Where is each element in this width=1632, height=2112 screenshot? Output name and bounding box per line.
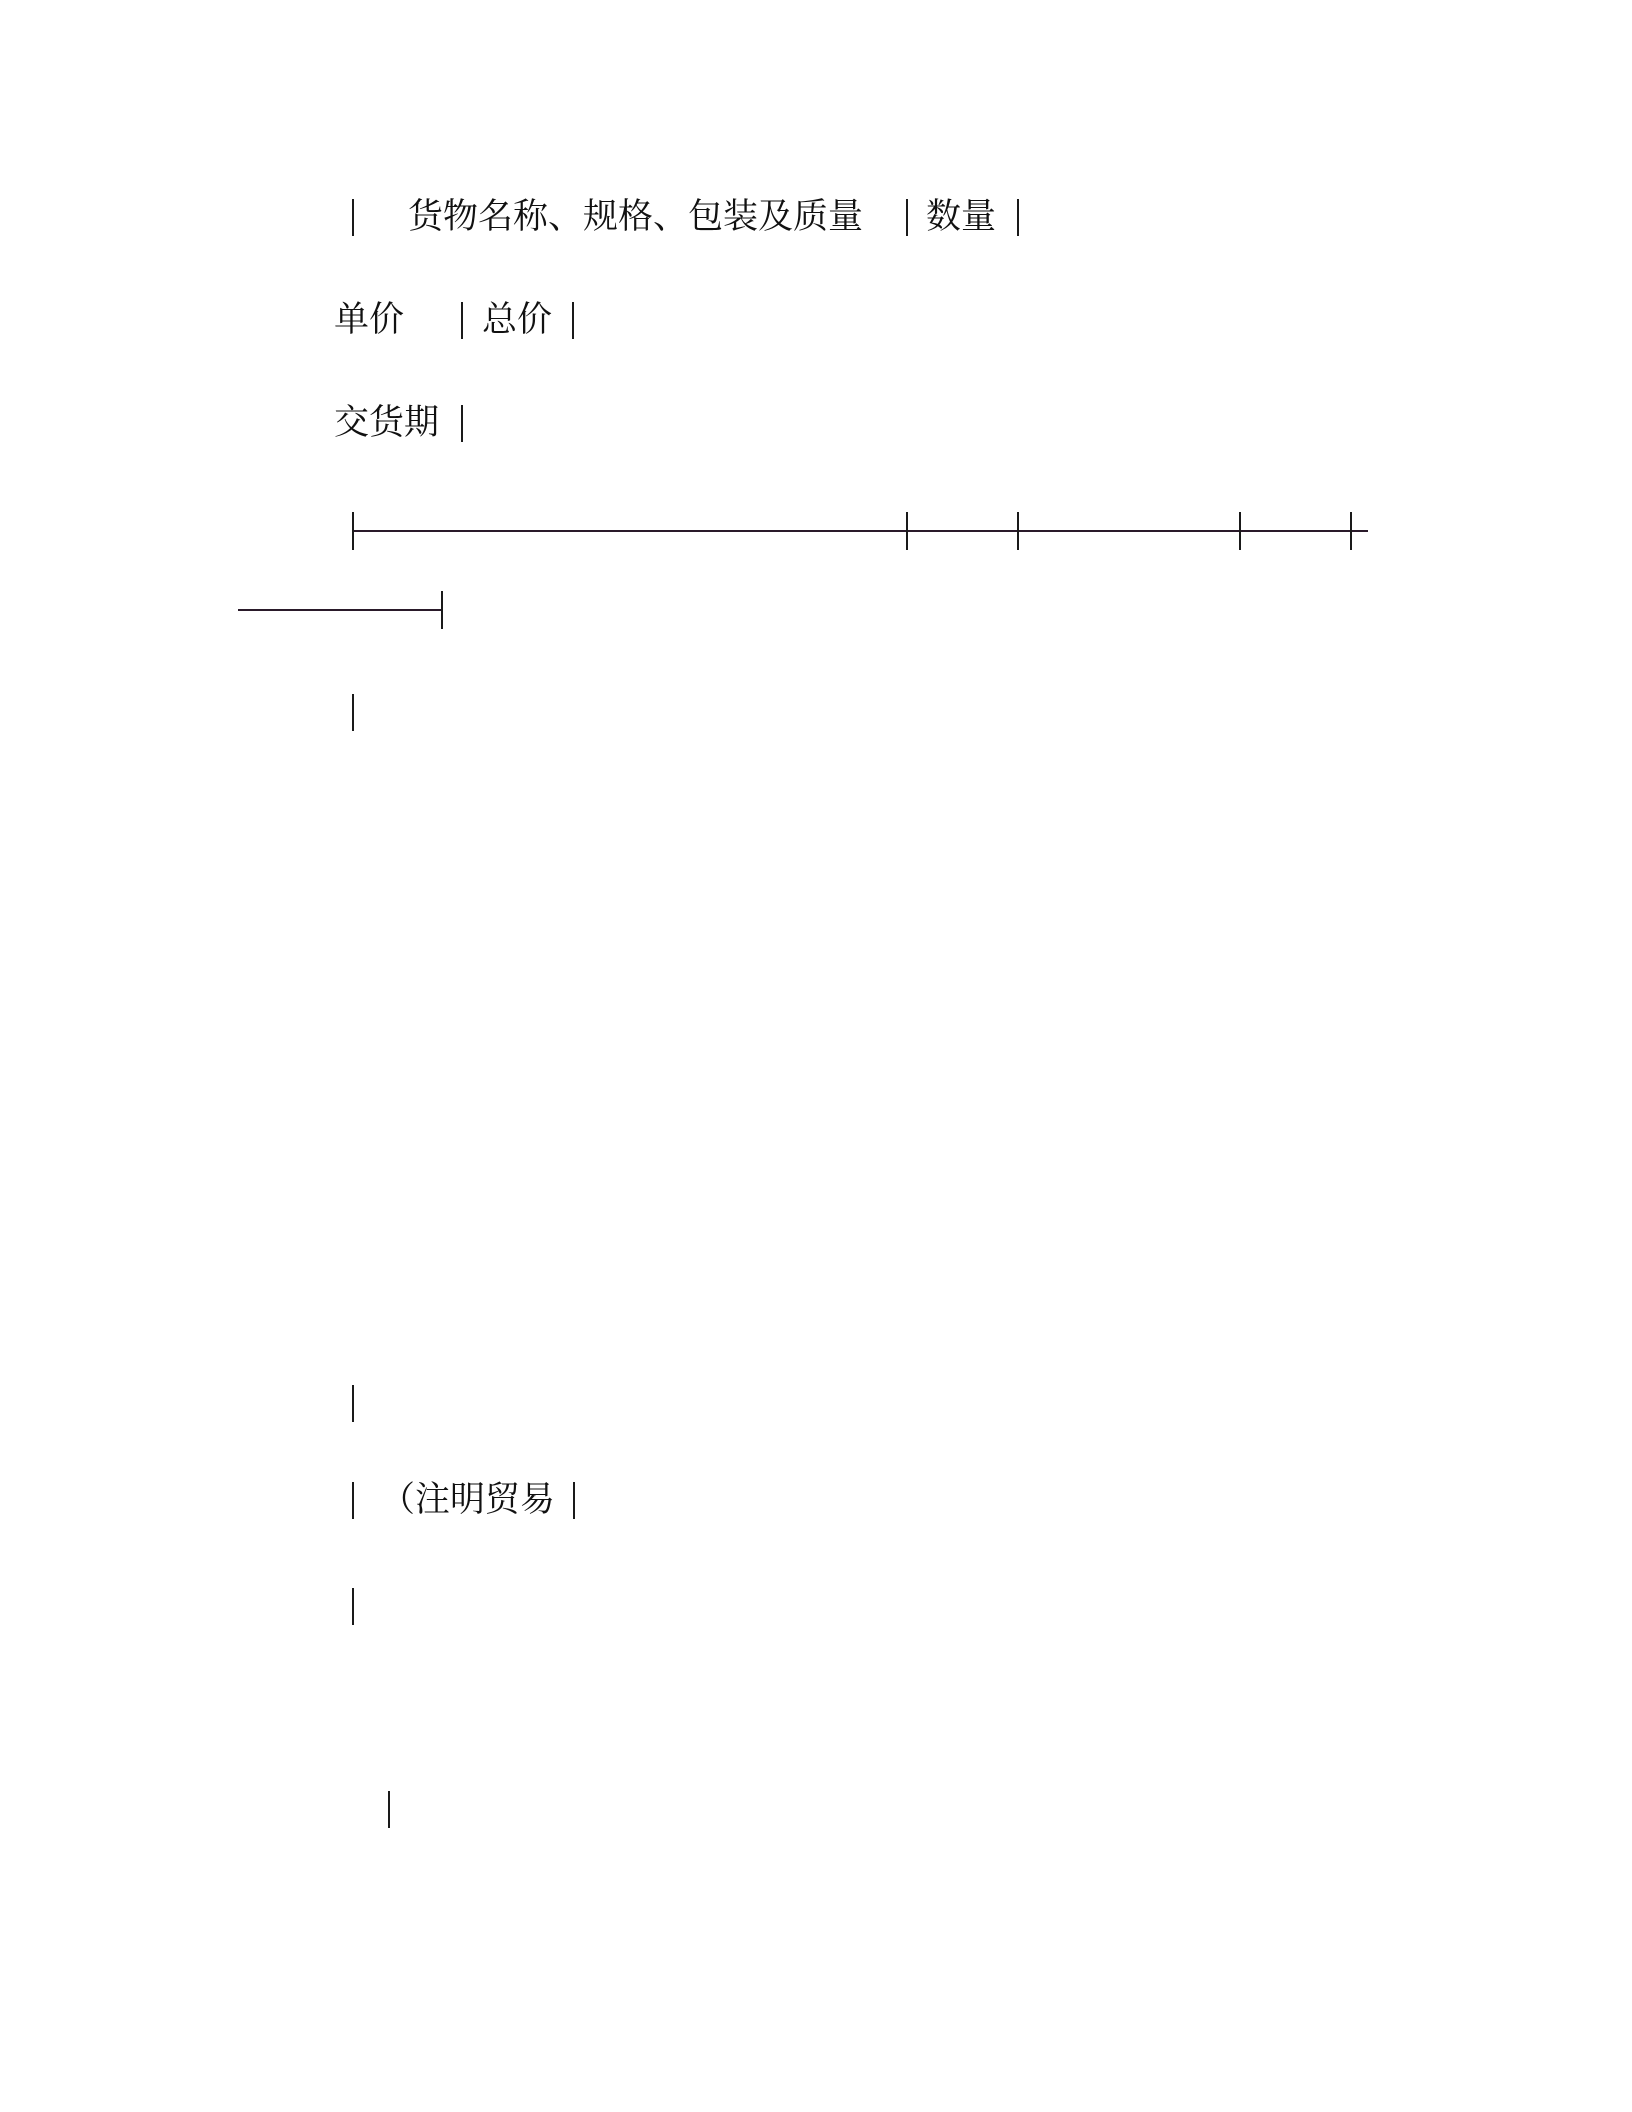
table-rule-tick [441, 591, 443, 629]
table-border-left [388, 1791, 390, 1828]
table-border-divider [461, 302, 463, 339]
table-border-divider [1017, 199, 1019, 236]
unit-price-header: 单价 [334, 300, 405, 340]
delivery-period-header: 交货期 [334, 403, 440, 443]
quantity-header: 数量 [926, 197, 997, 237]
table-rule-tick [1239, 512, 1241, 550]
table-border-left [352, 1588, 354, 1625]
table-border-divider [572, 302, 574, 339]
table-border-divider [461, 405, 463, 442]
table-rule-tick [1350, 512, 1352, 550]
trade-term-note: （注明贸易 [380, 1480, 556, 1520]
table-horizontal-rule [352, 530, 1368, 532]
table-rule-tick [1017, 512, 1019, 550]
table-border-left [352, 694, 354, 731]
total-price-header: 总价 [482, 300, 553, 340]
goods-name-header: 货物名称、规格、包装及质量 [408, 197, 864, 237]
table-rule-tick [906, 512, 908, 550]
table-border-divider [906, 199, 908, 236]
table-border-divider [573, 1482, 575, 1519]
table-border-left [352, 1385, 354, 1422]
table-rule-tick [352, 512, 354, 550]
table-border-left [352, 199, 354, 236]
table-border-left [352, 1482, 354, 1519]
table-horizontal-rule-continued [238, 609, 442, 611]
